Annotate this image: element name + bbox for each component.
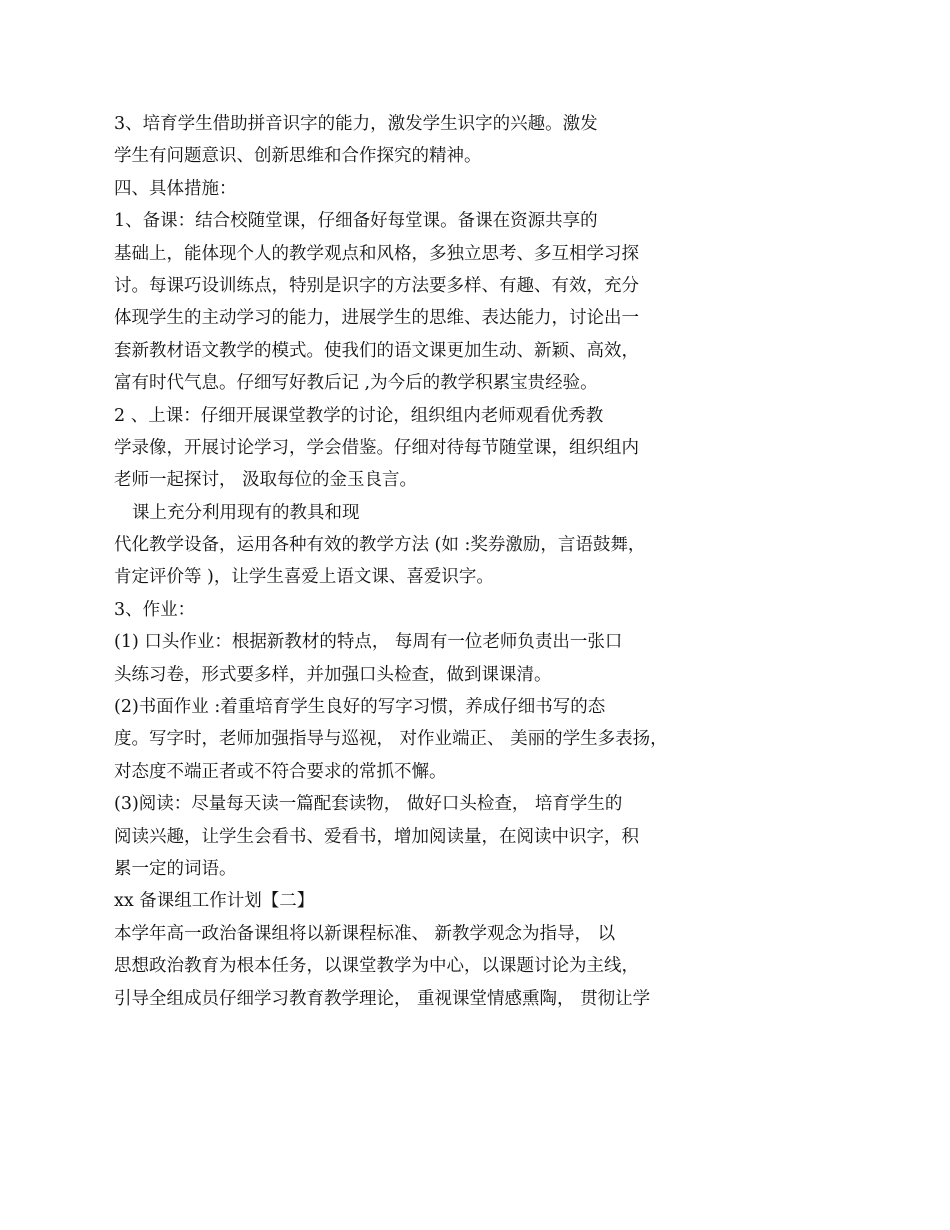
text-line: 代化教学设备，运用各种有效的教学方法 (如 :奖券激励，言语鼓舞， xyxy=(114,535,646,556)
text-line: 3、作业： xyxy=(114,599,196,620)
text-line: 累一定的词语。 xyxy=(114,858,237,879)
text-line: 学生有问题意识、创新思维和合作探究的精神。 xyxy=(114,146,482,167)
text-line: 老师一起探讨， 汲取每位的金玉良言。 xyxy=(114,470,418,491)
text-line: 2 、上课：仔细开展课堂教学的讨论，组织组内老师观看优秀教 xyxy=(114,405,604,426)
text-line: 对态度不端正者或不符合要求的常抓不懈。 xyxy=(114,761,447,782)
text-line: 头练习卷，形式要多样，并加强口头检查，做到课课清。 xyxy=(114,664,552,685)
text-line: 引导全组成员仔细学习教育教学理论， 重视课堂情感熏陶， 贯彻让学 xyxy=(114,988,651,1009)
text-line: 本学年高一政治备课组将以新课程标准、 新教学观念为指导， 以 xyxy=(114,923,616,944)
document-body xyxy=(114,108,714,1015)
text-line: 3、培育学生借助拼音识字的能力，激发学生识字的兴趣。激发 xyxy=(114,114,598,134)
text-line: (3)阅读：尽量每天读一篇配套读物， 做好口头检查， 培育学生的 xyxy=(114,794,623,815)
text-line: 课上充分利用现有的教具和现 xyxy=(132,502,360,523)
text-line: 套新教材语文教学的模式。使我们的语文课更加生动、新颖、高效， xyxy=(114,340,639,361)
text-line: (2)书面作业 :着重培育学生良好的写字习惯，养成仔细书写的态 xyxy=(114,697,606,718)
text-line: 度。写字时，老师加强指导与巡视， 对作业端正、 美丽的学生多表扬， xyxy=(114,729,668,750)
text-line: 肯定评价等 )，让学生喜爱上语文课、喜爱识字。 xyxy=(114,567,494,588)
text-line: 基础上，能体现个人的教学观点和风格，多独立思考、多互相学习探 xyxy=(114,243,639,264)
text-line: 讨。每课巧设训练点，特别是识字的方法要多样、有趣、有效，充分 xyxy=(114,275,639,296)
section-title: xx 备课组工作计划【二】 xyxy=(114,891,315,912)
text-line: 1、备课：结合校随堂课，仔细备好每堂课。备课在资源共享的 xyxy=(114,211,598,232)
section-heading: 四、具体措施： xyxy=(114,178,237,199)
text-line: 体现学生的主动学习的能力，进展学生的思维、表达能力，讨论出一 xyxy=(114,308,639,329)
text-line: (1) 口头作业：根据新教材的特点， 每周有一位老师负责出一张口 xyxy=(114,632,623,653)
text-line: 富有时代气息。仔细写好教后记 ,为今后的教学积累宝贵经验。 xyxy=(114,373,598,394)
text-line: 阅读兴趣，让学生会看书、爱看书，增加阅读量，在阅读中识字，积 xyxy=(114,826,639,847)
text-line: 学录像，开展讨论学习，学会借鉴。仔细对待每节随堂课，组织组内 xyxy=(114,437,639,458)
text-line: 思想政治教育为根本任务，以课堂教学为中心，以课题讨论为主线， xyxy=(114,956,639,977)
